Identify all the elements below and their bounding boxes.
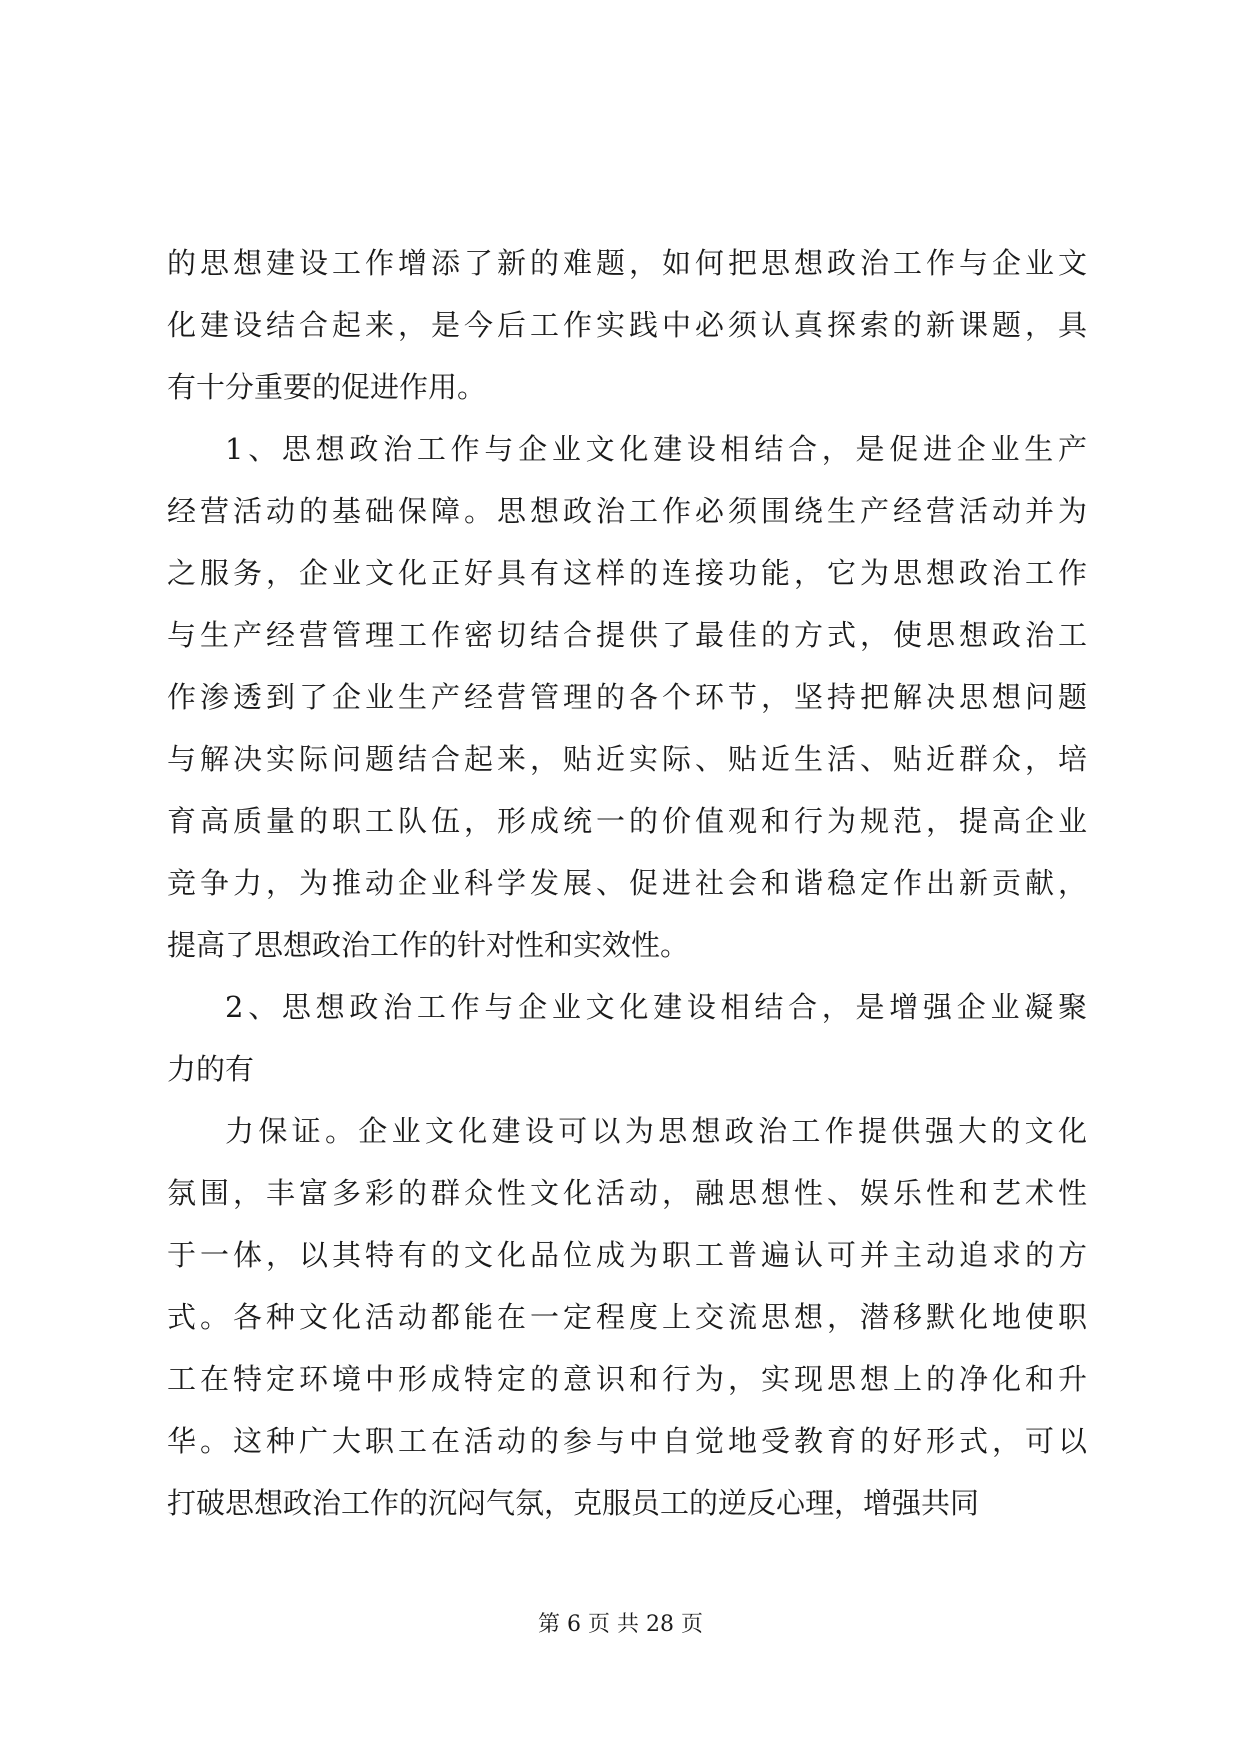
text-line: 育高质量的职工队伍，形成统一的价值观和行为规范，提高企业	[167, 804, 1087, 838]
text-line: 与生产经营管理工作密切结合提供了最佳的方式，使思想政治工	[167, 618, 1087, 652]
text-line: 力保证。企业文化建设可以为思想政治工作提供强大的文化	[225, 1114, 1087, 1148]
text-line: 作渗透到了企业生产经营管理的各个环节，坚持把解决思想问题	[167, 680, 1087, 714]
text-line: 经营活动的基础保障。思想政治工作必须围绕生产经营活动并为	[167, 494, 1087, 528]
text-line: 1、思想政治工作与企业文化建设相结合，是促进企业生产	[225, 432, 1087, 466]
text-line: 与解决实际问题结合起来，贴近实际、贴近生活、贴近群众，培	[167, 742, 1087, 776]
text-line: 的思想建设工作增添了新的难题，如何把思想政治工作与企业文	[167, 246, 1087, 280]
paragraph	[167, 418, 1087, 976]
text-line: 工在特定环境中形成特定的意识和行为，实现思想上的净化和升	[167, 1362, 1087, 1396]
text-line: 竞争力，为推动企业科学发展、促进社会和谐稳定作出新贡献，	[167, 866, 1087, 900]
text-line: 式。各种文化活动都能在一定程度上交流思想，潜移默化地使职	[167, 1300, 1087, 1334]
paragraph	[167, 1100, 1087, 1534]
text-line: 2、思想政治工作与企业文化建设相结合，是增强企业凝聚	[225, 990, 1087, 1024]
page-footer: 第 6 页 共 28 页	[538, 1612, 703, 1637]
text-line: 有十分重要的促进作用。	[167, 370, 487, 404]
paragraph	[167, 232, 1087, 418]
text-line: 化建设结合起来，是今后工作实践中必须认真探索的新课题，具	[167, 308, 1087, 342]
paragraph	[167, 976, 1087, 1100]
text-line: 之服务，企业文化正好具有这样的连接功能，它为思想政治工作	[167, 556, 1087, 590]
text-line: 华。这种广大职工在活动的参与中自觉地受教育的好形式，可以	[167, 1424, 1087, 1458]
document-body	[167, 232, 1087, 1534]
text-line: 打破思想政治工作的沉闷气氛，克服员工的逆反心理，增强共同	[167, 1486, 980, 1520]
text-line: 氛围，丰富多彩的群众性文化活动，融思想性、娱乐性和艺术性	[167, 1176, 1087, 1210]
text-line: 于一体，以其特有的文化品位成为职工普遍认可并主动追求的方	[167, 1238, 1087, 1272]
text-line: 提高了思想政治工作的针对性和实效性。	[167, 928, 690, 962]
text-line: 力的有	[167, 1052, 255, 1086]
